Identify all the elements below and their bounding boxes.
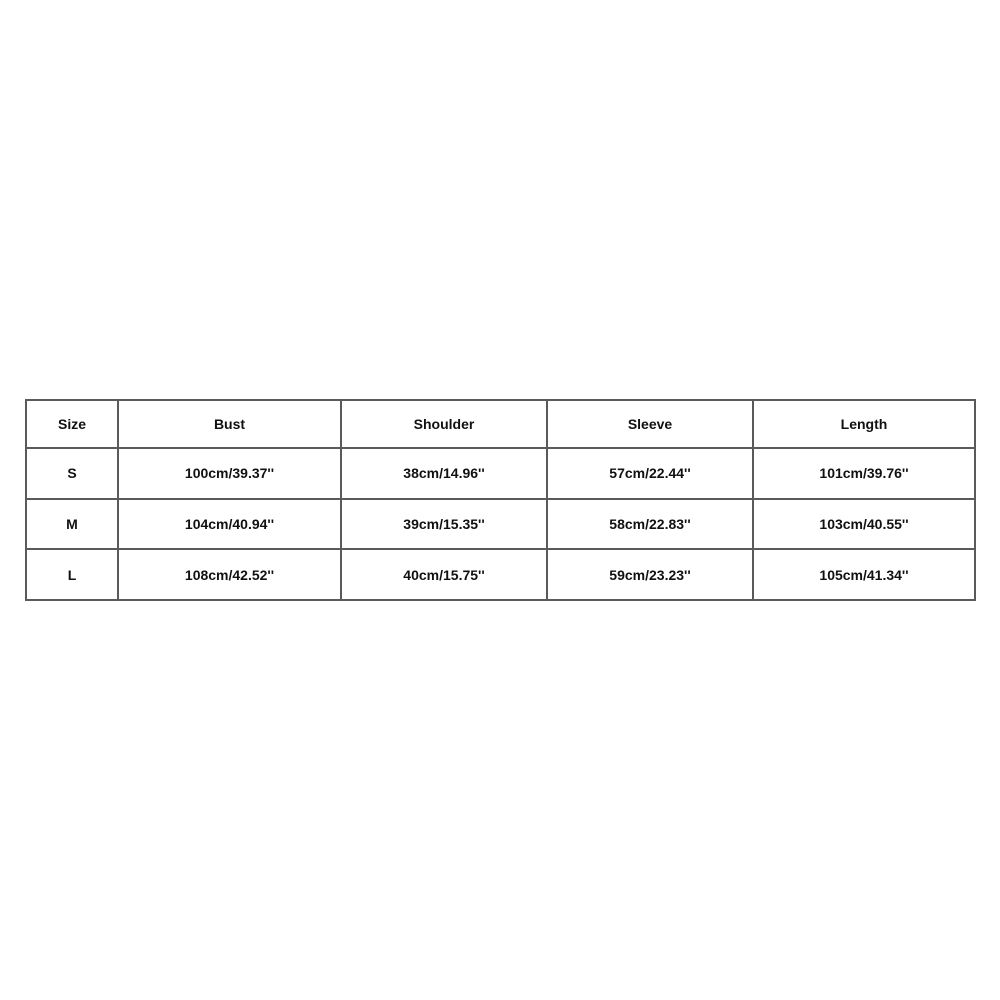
header-shoulder: Shoulder xyxy=(341,400,547,448)
cell-bust: 104cm/40.94'' xyxy=(118,499,341,550)
cell-bust: 108cm/42.52'' xyxy=(118,549,341,600)
header-size: Size xyxy=(26,400,118,448)
cell-sleeve: 57cm/22.44'' xyxy=(547,448,753,499)
cell-size: S xyxy=(26,448,118,499)
table-header-row xyxy=(26,400,975,448)
table-row xyxy=(26,549,975,600)
table-row xyxy=(26,448,975,499)
size-chart-table xyxy=(25,399,976,601)
table-row xyxy=(26,499,975,550)
cell-length: 105cm/41.34'' xyxy=(753,549,975,600)
cell-shoulder: 38cm/14.96'' xyxy=(341,448,547,499)
cell-size: M xyxy=(26,499,118,550)
cell-length: 103cm/40.55'' xyxy=(753,499,975,550)
header-sleeve: Sleeve xyxy=(547,400,753,448)
header-length: Length xyxy=(753,400,975,448)
cell-shoulder: 39cm/15.35'' xyxy=(341,499,547,550)
cell-shoulder: 40cm/15.75'' xyxy=(341,549,547,600)
cell-size: L xyxy=(26,549,118,600)
cell-sleeve: 58cm/22.83'' xyxy=(547,499,753,550)
header-bust: Bust xyxy=(118,400,341,448)
cell-sleeve: 59cm/23.23'' xyxy=(547,549,753,600)
cell-bust: 100cm/39.37'' xyxy=(118,448,341,499)
cell-length: 101cm/39.76'' xyxy=(753,448,975,499)
